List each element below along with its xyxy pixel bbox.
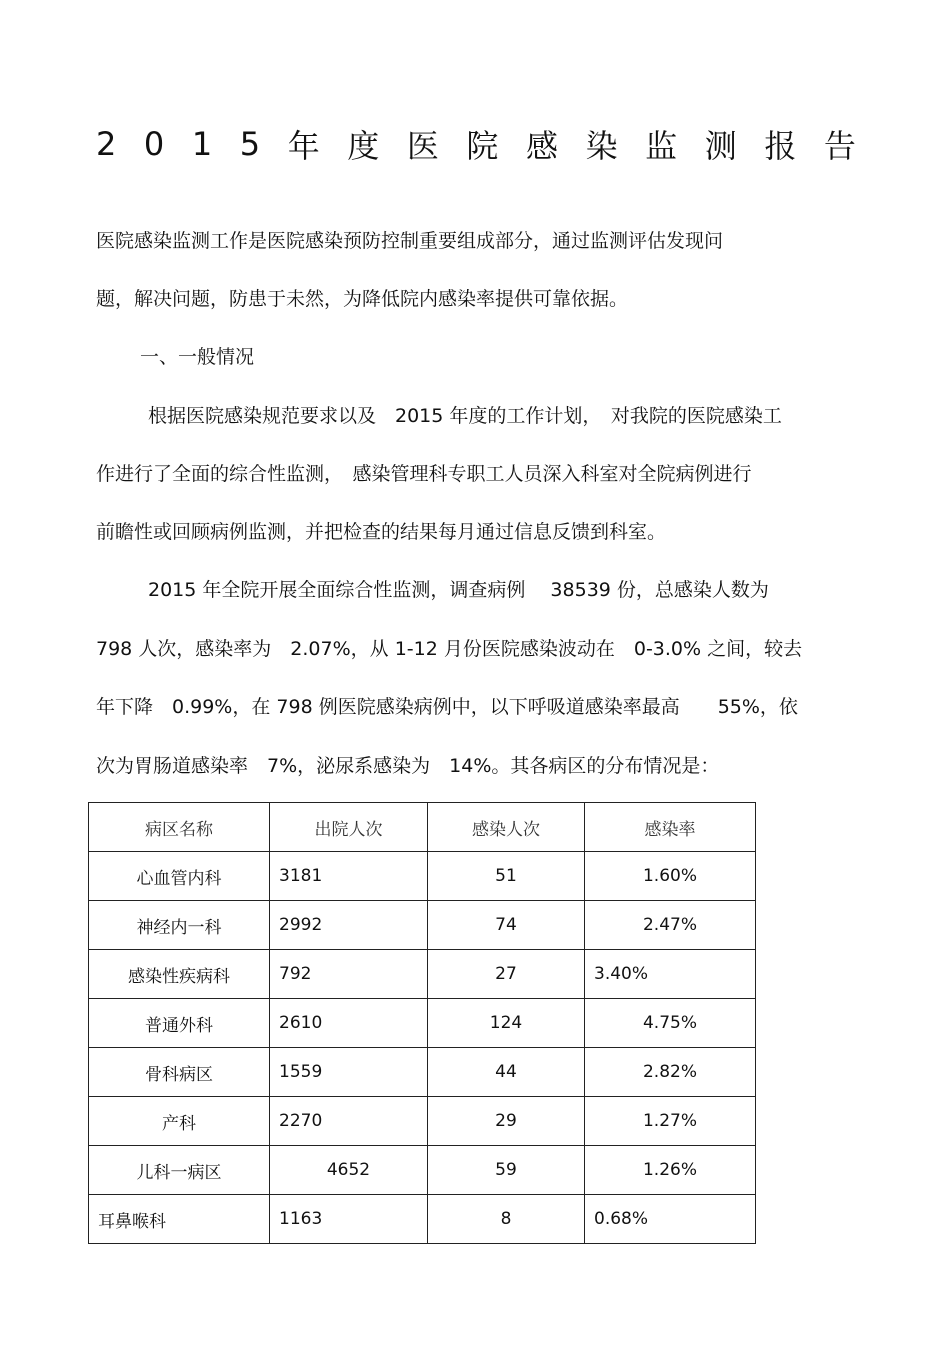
cell-discharges: 2992 [270, 901, 428, 950]
header-infections: 感染人次 [428, 803, 585, 852]
cell-discharges: 1163 [270, 1195, 428, 1244]
table-row [89, 1097, 756, 1146]
cell-infections: 29 [428, 1097, 585, 1146]
section-heading: 一、一般情况 [140, 346, 255, 368]
cell-rate: 4.75% [585, 999, 756, 1048]
cell-ward: 耳鼻喉科 [89, 1195, 270, 1244]
table-row [89, 1048, 756, 1097]
cell-ward: 神经内一科 [89, 901, 270, 950]
para-2-line-3: 年下降 0.99%，在 798 例医院感染病例中，以下呼吸道感染率最高 55%，依 [96, 696, 798, 718]
intro-line-2: 题，解决问题，防患于未然，为降低院内感染率提供可靠依据。 [96, 288, 629, 310]
title-char: 年 [287, 127, 320, 165]
header-rate: 感染率 [585, 803, 756, 852]
cell-rate: 1.60% [585, 852, 756, 901]
cell-rate: 1.26% [585, 1146, 756, 1195]
cell-ward: 普通外科 [89, 999, 270, 1048]
infection-rate-table [88, 802, 756, 1244]
title-char: 感 [526, 127, 559, 165]
cell-rate: 1.27% [585, 1097, 756, 1146]
title-char: 度 [347, 127, 380, 165]
para-1-line-1: 根据医院感染规范要求以及 2015 年度的工作计划， 对我院的医院感染工 [148, 405, 782, 427]
cell-ward: 感染性疾病科 [89, 950, 270, 999]
table-row [89, 1195, 756, 1244]
cell-discharges: 3181 [270, 852, 428, 901]
para-2-line-1: 2015 年全院开展全面综合性监测，调查病例 38539 份，总感染人数为 [148, 579, 769, 601]
header-ward: 病区名称 [89, 803, 270, 852]
cell-discharges: 792 [270, 950, 428, 999]
table-header-row [89, 803, 756, 852]
cell-infections: 44 [428, 1048, 585, 1097]
report-title [96, 122, 856, 166]
para-2-line-2: 798 人次，感染率为 2.07%，从 1-12 月份医院感染波动在 0-3.0% 之间，较去 [96, 638, 803, 660]
cell-rate: 2.82% [585, 1048, 756, 1097]
title-char: 报 [764, 127, 797, 165]
cell-rate: 0.68% [585, 1195, 756, 1244]
cell-infections: 27 [428, 950, 585, 999]
table-row [89, 999, 756, 1048]
title-char: 染 [585, 127, 618, 165]
cell-ward: 心血管内科 [89, 852, 270, 901]
title-char: 告 [823, 127, 856, 165]
title-char: 测 [704, 127, 737, 165]
cell-rate: 2.47% [585, 901, 756, 950]
para-1-line-2: 作进行了全面的综合性监测， 感染管理科专职工人员深入科室对全院病例进行 [96, 463, 752, 485]
title-char: 医 [406, 127, 439, 165]
intro-line-1: 医院感染监测工作是医院感染预防控制重要组成部分，通过监测评估发现问 [96, 230, 724, 252]
cell-infections: 8 [428, 1195, 585, 1244]
cell-discharges: 1559 [270, 1048, 428, 1097]
table-row [89, 852, 756, 901]
title-char: 0 [143, 125, 165, 163]
table-row [89, 901, 756, 950]
cell-discharges: 2610 [270, 999, 428, 1048]
table-row [89, 1146, 756, 1195]
title-char: 5 [239, 125, 261, 163]
cell-infections: 51 [428, 852, 585, 901]
title-char: 院 [466, 127, 499, 165]
cell-discharges: 4652 [270, 1146, 428, 1195]
title-char: 2 [96, 125, 117, 163]
para-1-line-3: 前瞻性或回顾病例监测，并把检查的结果每月通过信息反馈到科室。 [96, 521, 667, 543]
table-row [89, 950, 756, 999]
title-char: 1 [191, 125, 213, 163]
header-discharges: 出院人次 [270, 803, 428, 852]
cell-rate: 3.40% [585, 950, 756, 999]
cell-infections: 59 [428, 1146, 585, 1195]
para-2-line-4: 次为胃肠道感染率 7%，泌尿系感染为 14%。其各病区的分布情况是： [96, 755, 720, 777]
cell-ward: 产科 [89, 1097, 270, 1146]
cell-infections: 74 [428, 901, 585, 950]
cell-ward: 骨科病区 [89, 1048, 270, 1097]
title-char: 监 [645, 127, 678, 165]
cell-ward: 儿科一病区 [89, 1146, 270, 1195]
cell-infections: 124 [428, 999, 585, 1048]
cell-discharges: 2270 [270, 1097, 428, 1146]
